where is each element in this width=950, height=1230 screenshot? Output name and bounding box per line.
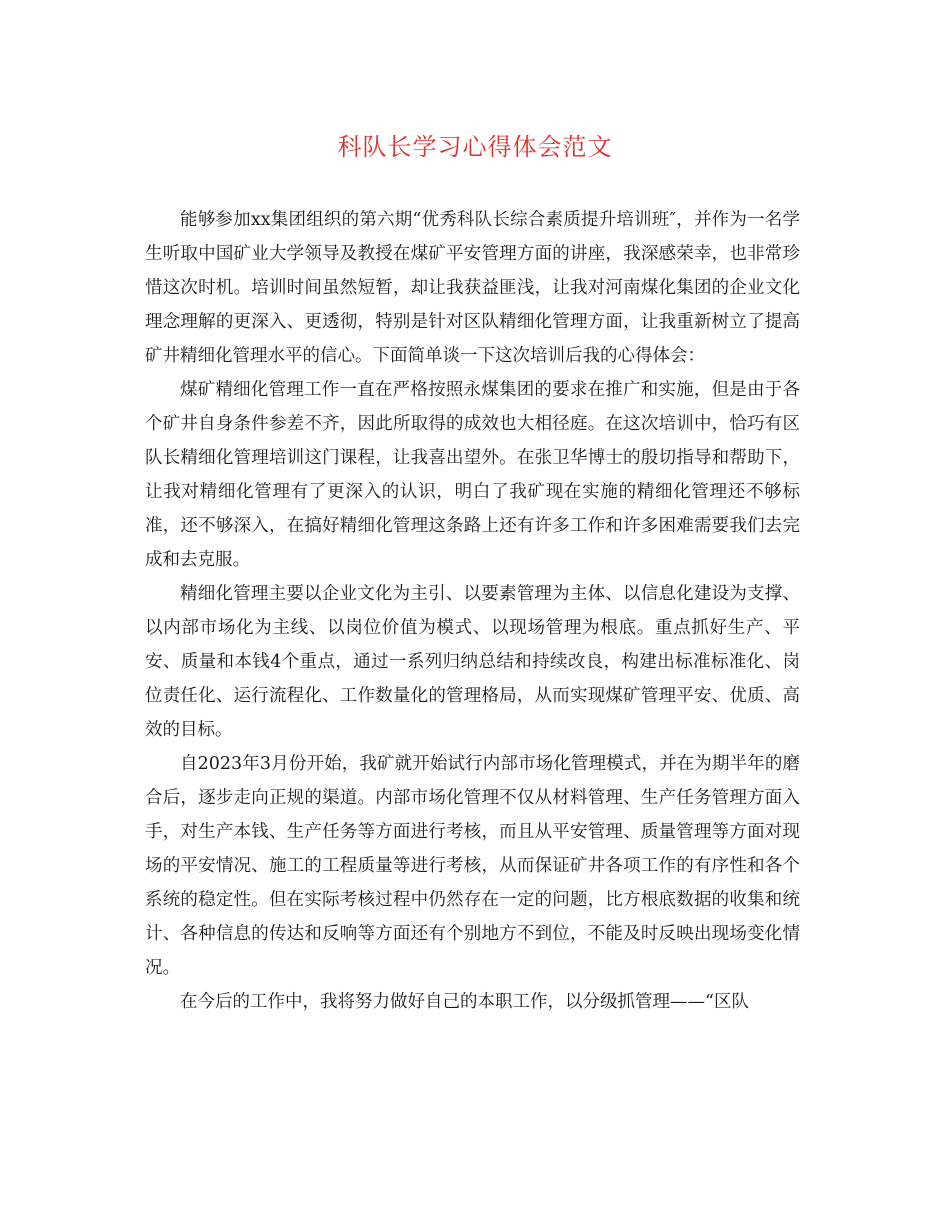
- paragraph-4: 自2023年3月份开始，我矿就开始试行内部市场化管理模式，并在为期半年的磨合后，逐步走向正规的渠道。内部市场化管理不仅从材料管理、生产任务管理方面入手，对生产本钱、生产任务等方面进行考核，而且从平安管理、质量管理等方面对现场的平安情况、施工的工程质量等进行考核，从而保证矿井各项工作的有序性和各个系统的稳定性。但在实际考核过程中仍然存在一定的问题，比方根底数据的收集和统计、各种信息的传达和反响等方面还有个别地方不到位，不能及时反映出现场变化情况。: [145, 754, 800, 978]
- paragraph-1: 能够参加xx集团组织的第六期“优秀科队长综合素质提升培训班″，并作为一名学生听取中国矿业大学领导及教授在煤矿平安管理方面的讲座，我深感荣幸，也非常珍惜这次时机。培训时间虽然短暂，却让我获益匪浅，让我对河南煤化集团的企业文化理念理解的更深入、更透彻，特别是针对区队精细化管理方面，让我重新树立了提高矿井精细化管理水平的信心。下面简单谈一下这次培训后我的心得体会：: [145, 210, 800, 366]
- paragraph-3: 精细化管理主要以企业文化为主引、以要素管理为主体、以信息化建设为支撑、以内部市场化为主线、以岗位价值为模式、以现场管理为根底。重点抓好生产、平安、质量和本钱4个重点，通过一系列归纳总结和持续改良，构建出标准标准化、岗位责任化、运行流程化、工作数量化的管理格局，从而实现煤矿管理平安、优质、高效的目标。: [145, 584, 800, 740]
- paragraph-2: 煤矿精细化管理工作一直在严格按照永煤集团的要求在推广和实施，但是由于各个矿井自身条件参差不齐，因此所取得的成效也大相径庭。在这次培训中，恰巧有区队长精细化管理培训这门课程，让我喜出望外。在张卫华博士的殷切指导和帮助下，让我对精细化管理有了更深入的认识，明白了我矿现在实施的精细化管理还不够标准，还不够深入，在搞好精细化管理这条路上还有许多工作和许多困难需要我们去完成和去克服。: [145, 380, 800, 570]
- paragraph-5: 在今后的工作中，我将努力做好自己的本职工作，以分级抓管理——“区队: [180, 992, 749, 1012]
- document-title: 科队长学习心得体会范文: [337, 133, 613, 161]
- document-body: [145, 203, 800, 1019]
